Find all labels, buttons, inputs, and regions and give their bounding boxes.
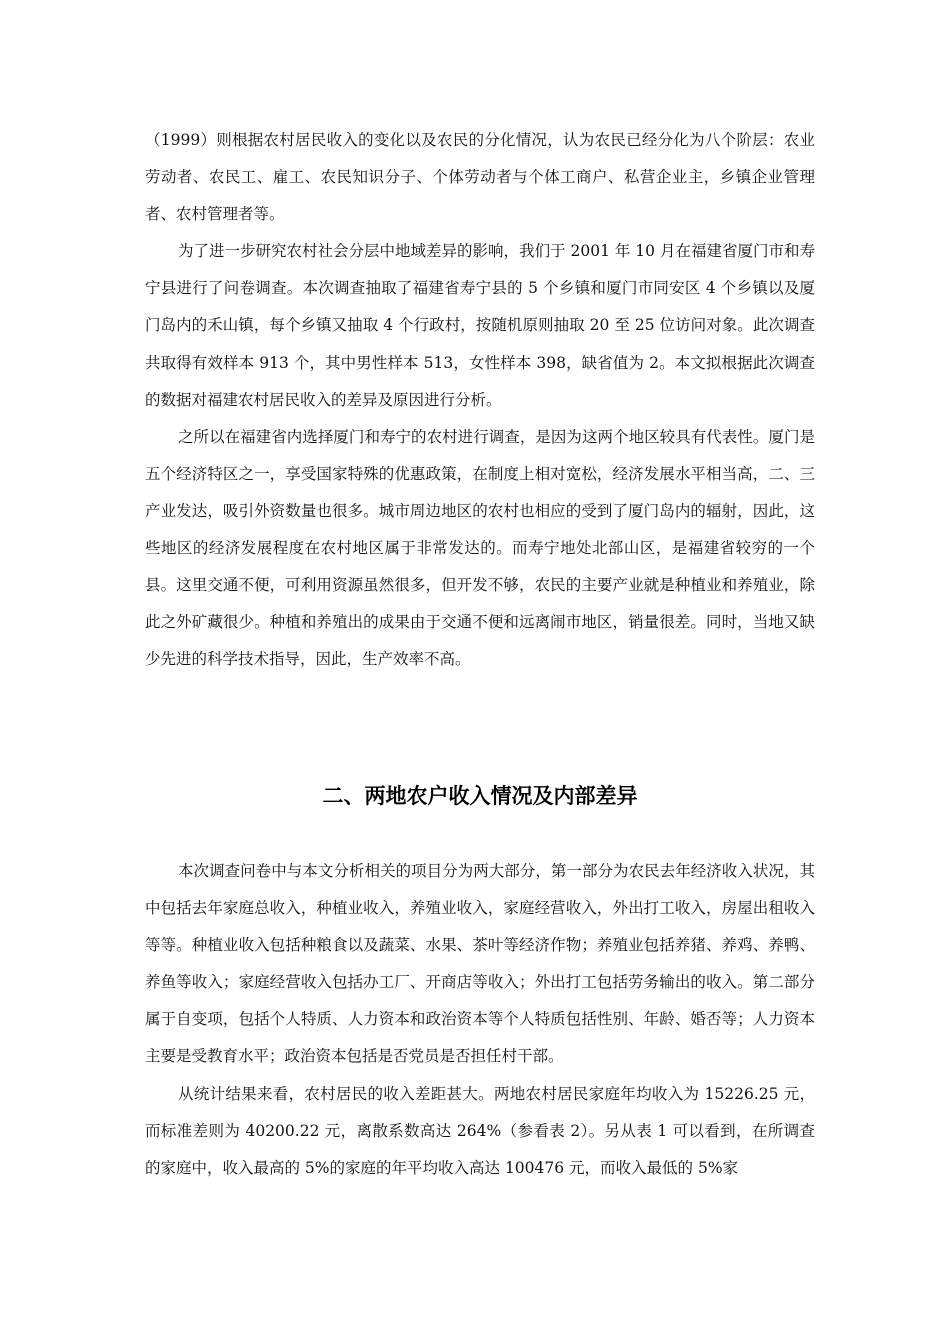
- paragraph-questionnaire: 本次调查问卷中与本文分析相关的项目分为两大部分，第一部分为农民去年经济收入状况，其中包括去年家庭总收入，种植业收入，养殖业收入，家庭经营收入，外出打工收入，房屋出租收入等等。种植业收入包括种粮食以及蔬菜、水果、茶叶等经济作物；养殖业包括养猪、养鸡、养鸭、养鱼等收入；家庭经营收入包括办工厂、开商店等收入；外出打工包括劳务输出的收入。第二部分属于自变项，包括个人特质、人力资本和政治资本等个人特质包括性别、年龄、婚否等；人力资本主要是受教育水平；政治资本包括是否党员是否担任村干部。: [145, 862, 815, 1066]
- section-heading: 二、两地农户收入情况及内部差异: [322, 784, 638, 808]
- intro-text-block: [145, 122, 815, 678]
- paragraph-statistics: 从统计结果来看，农村居民的收入差距甚大。两地农村居民家庭年均收入为 15226.25 元，而标准差则为 40200.22 元，离散系数高达 264%（参看表 2）。另从表 1 可以看到，在所调查的家庭中，收入最高的 5%的家庭的年平均收入高达 100476 元，而收入最低的 5%家: [145, 1084, 815, 1177]
- paragraph-survey: 为了进一步研究农村社会分层中地域差异的影响，我们于 2001 年 10 月在福建省厦门市和寿宁县进行了问卷调查。本次调查抽取了福建省寿宁县的 5 个乡镇和厦门市同安区 4 个乡镇以及厦门岛内的禾山镇，每个乡镇又抽取 4 个行政村，按随机原则抽取 20 至 25 位访问对象。此次调查共取得有效样本 913 个，其中男性样本 513，女性样本 398，缺省值为 2。本文拟根据此次调查的数据对福建农村居民收入的差异及原因进行分析。: [145, 242, 815, 409]
- section-text-block: [145, 853, 815, 1187]
- paragraph-regions: 之所以在福建省内选择厦门和寿宁的农村进行调查，是因为这两个地区较具有代表性。厦门是五个经济特区之一，享受国家特殊的优惠政策，在制度上相对宽松，经济发展水平相当高，二、三产业发达，吸引外资数量也很多。城市周边地区的农村也相应的受到了厦门岛内的辐射，因此，这些地区的经济发展程度在农村地区属于非常发达的。而寿宁地处北部山区，是福建省较穷的一个县。这里交通不便，可利用资源虽然很多，但开发不够，农民的主要产业就是种植业和养殖业，除此之外矿藏很少。种植和养殖出的成果由于交通不便和远离闹市地区，销量很差。同时，当地又缺少先进的科学技术指导，因此，生产效率不高。: [145, 427, 815, 669]
- paragraph-strata: （1999）则根据农村居民收入的变化以及农民的分化情况，认为农民已经分化为八个阶层：农业劳动者、农民工、雇工、农民知识分子、个体劳动者与个体工商户、私营企业主，乡镇企业管理者、农村管理者等。: [145, 131, 815, 224]
